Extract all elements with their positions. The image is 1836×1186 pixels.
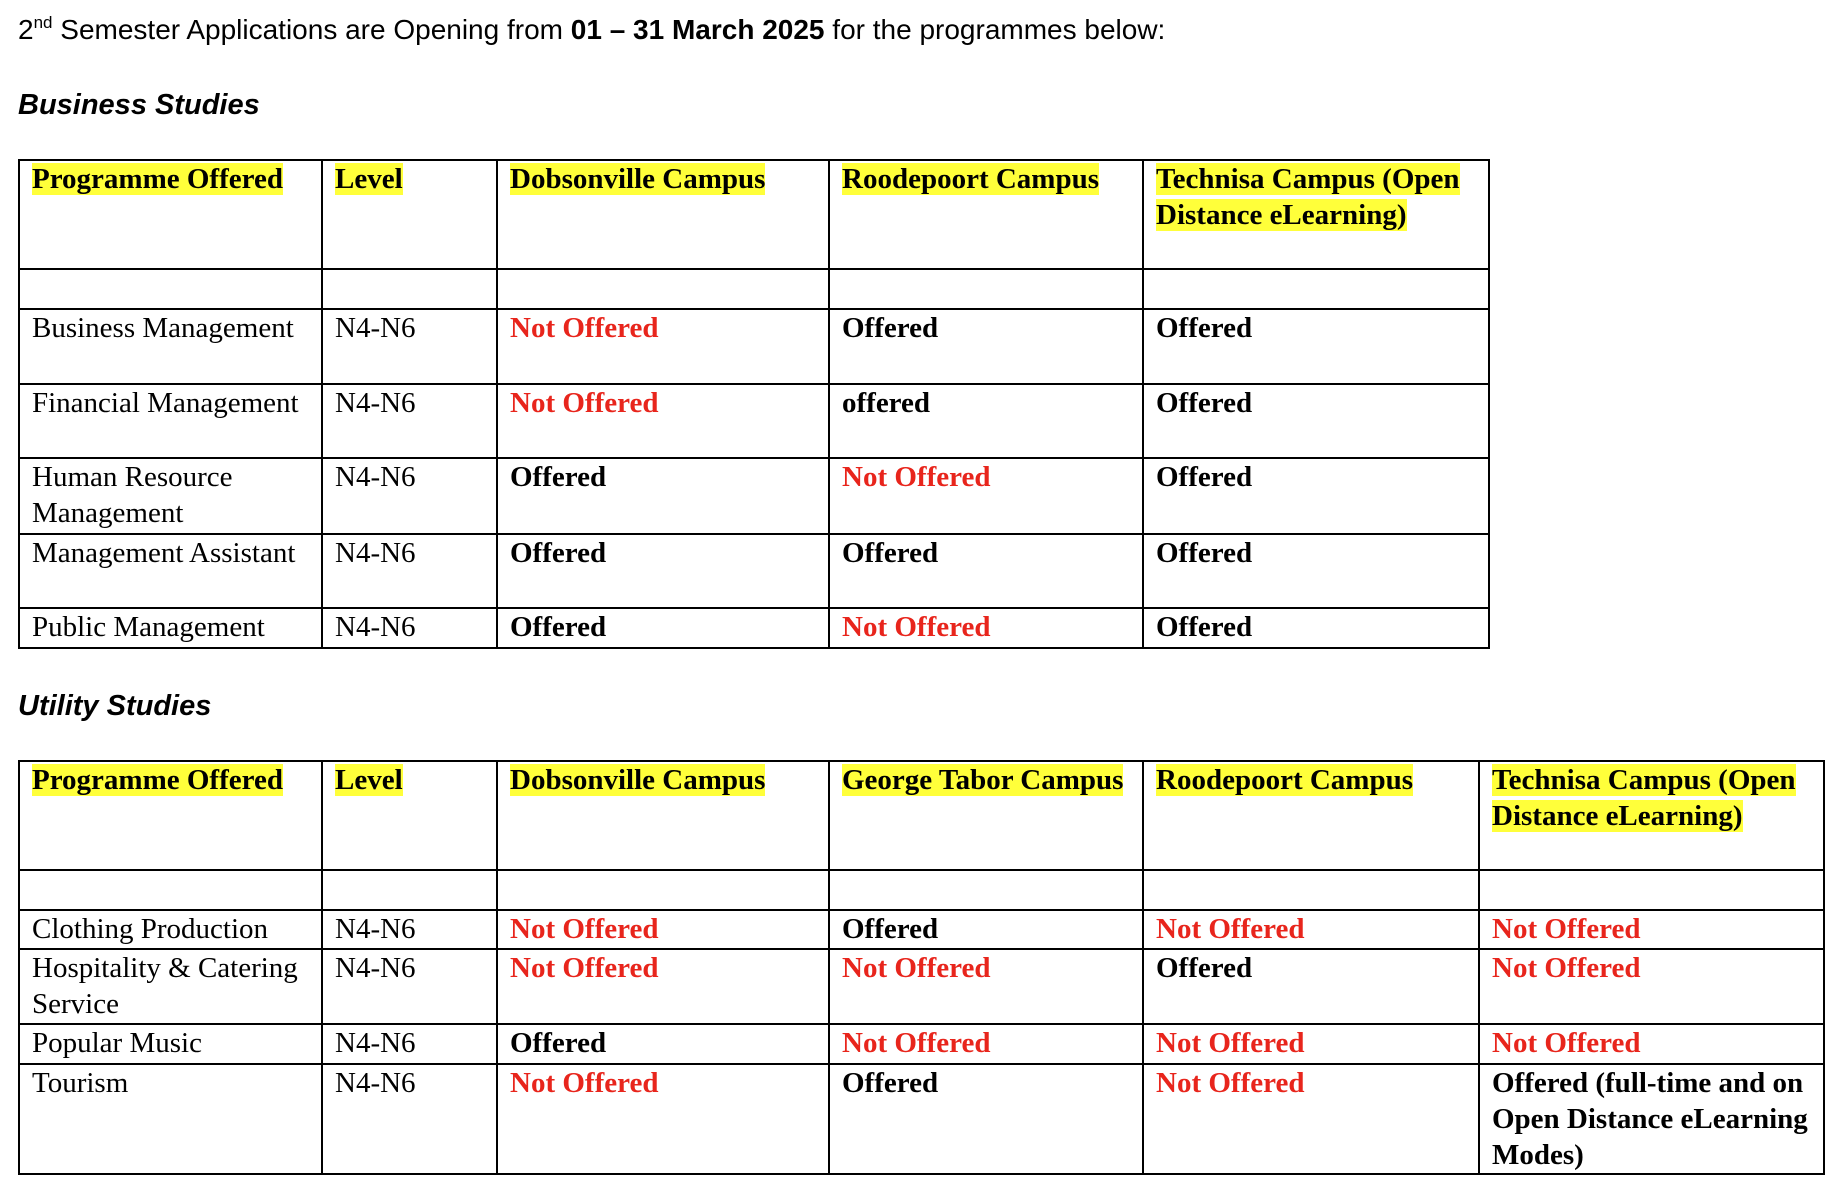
table-row: [19, 910, 1824, 949]
roodepoort-status: offered: [829, 384, 1143, 458]
technisa-status: Offered: [1143, 458, 1489, 534]
header-cell: [497, 160, 829, 269]
table-row: [19, 384, 1489, 458]
roodepoort-status: Not Offered: [1143, 1064, 1479, 1174]
empty-cell: [19, 870, 322, 910]
technisa-status: Offered: [1143, 384, 1489, 458]
header-programme-offered: Programme Offered: [32, 764, 283, 796]
level-cell: N4-N6: [322, 910, 497, 949]
george-tabor-status: Offered: [829, 910, 1143, 949]
programme-cell: Financial Management: [19, 384, 322, 458]
empty-cell: [829, 269, 1143, 309]
empty-cell: [829, 870, 1143, 910]
level-cell: N4-N6: [322, 458, 497, 534]
intro-text-after: for the programmes below:: [824, 14, 1166, 45]
programme-cell: Clothing Production: [19, 910, 322, 949]
programme-cell: Human Resource Management: [19, 458, 322, 534]
empty-cell: [1143, 269, 1489, 309]
programme-cell: Management Assistant: [19, 534, 322, 608]
roodepoort-status: Not Offered: [1143, 1024, 1479, 1064]
technisa-status: Offered: [1143, 534, 1489, 608]
technisa-status: Not Offered: [1479, 1024, 1824, 1064]
dobsonville-status: Not Offered: [497, 309, 829, 384]
utility-studies-table: [18, 760, 1825, 1175]
intro-text-before: Semester Applications are Opening from: [52, 14, 571, 45]
george-tabor-status: Not Offered: [829, 949, 1143, 1024]
header-cell: [1143, 160, 1489, 269]
level-cell: N4-N6: [322, 534, 497, 608]
dobsonville-status: Offered: [497, 608, 829, 648]
technisa-status: Not Offered: [1479, 949, 1824, 1024]
roodepoort-status: Not Offered: [829, 458, 1143, 534]
header-george-tabor-campus: George Tabor Campus: [842, 764, 1124, 796]
utility-studies-heading: Utility Studies: [18, 690, 212, 722]
dobsonville-status: Not Offered: [497, 949, 829, 1024]
programme-cell: Business Management: [19, 309, 322, 384]
table-row: [19, 949, 1824, 1024]
level-cell: N4-N6: [322, 309, 497, 384]
george-tabor-status: Not Offered: [829, 1024, 1143, 1064]
header-cell: [19, 160, 322, 269]
header-technisa-campus: Technisa Campus (Open Distance eLearning): [1492, 764, 1796, 832]
level-cell: N4-N6: [322, 608, 497, 648]
empty-cell: [1479, 870, 1824, 910]
roodepoort-status: Offered: [829, 309, 1143, 384]
dobsonville-status: Offered: [497, 458, 829, 534]
level-cell: N4-N6: [322, 384, 497, 458]
table-row: [19, 1064, 1824, 1174]
roodepoort-status: Offered: [1143, 949, 1479, 1024]
header-technisa-campus: Technisa Campus (Open Distance eLearning): [1156, 163, 1460, 231]
header-cell: [322, 160, 497, 269]
business-studies-heading: Business Studies: [18, 89, 260, 121]
level-cell: N4-N6: [322, 949, 497, 1024]
level-cell: N4-N6: [322, 1064, 497, 1174]
header-cell: [1479, 761, 1824, 870]
header-roodepoort-campus: Roodepoort Campus: [842, 163, 1099, 195]
technisa-status: Offered: [1143, 309, 1489, 384]
empty-cell: [1143, 870, 1479, 910]
header-cell: [497, 761, 829, 870]
dobsonville-status: Not Offered: [497, 384, 829, 458]
empty-row: [19, 269, 1489, 309]
table-row: [19, 534, 1489, 608]
table-row: [19, 608, 1489, 648]
header-level: Level: [335, 764, 403, 796]
header-dobsonville-campus: Dobsonville Campus: [510, 764, 766, 796]
header-cell: [829, 761, 1143, 870]
table-row: [19, 1024, 1824, 1064]
header-cell: [829, 160, 1143, 269]
header-cell: [1143, 761, 1479, 870]
header-dobsonville-campus: Dobsonville Campus: [510, 163, 766, 195]
technisa-status: Offered (full-time and on Open Distance eLearning Modes): [1479, 1064, 1824, 1174]
empty-cell: [497, 269, 829, 309]
semester-ordinal: 2: [18, 14, 34, 45]
header-level: Level: [335, 163, 403, 195]
dobsonville-status: Not Offered: [497, 910, 829, 949]
empty-row: [19, 870, 1824, 910]
george-tabor-status: Offered: [829, 1064, 1143, 1174]
roodepoort-status: Offered: [829, 534, 1143, 608]
dobsonville-status: Offered: [497, 1024, 829, 1064]
header-cell: [19, 761, 322, 870]
utility-table-body: [19, 761, 1824, 1174]
empty-cell: [322, 870, 497, 910]
table-row: [19, 309, 1489, 384]
level-cell: N4-N6: [322, 1024, 497, 1064]
programme-cell: Hospitality & Catering Service: [19, 949, 322, 1024]
table-row: [19, 458, 1489, 534]
dobsonville-status: Offered: [497, 534, 829, 608]
programme-cell: Tourism: [19, 1064, 322, 1174]
empty-cell: [497, 870, 829, 910]
application-date-range: 01 – 31 March 2025: [570, 14, 825, 45]
empty-cell: [19, 269, 322, 309]
table-header-row: [19, 761, 1824, 870]
header-programme-offered: Programme Offered: [32, 163, 283, 195]
business-studies-table: [18, 159, 1490, 649]
table-header-row: [19, 160, 1489, 269]
roodepoort-status: Not Offered: [829, 608, 1143, 648]
semester-ordinal-suffix: nd: [33, 13, 53, 32]
empty-cell: [322, 269, 497, 309]
header-roodepoort-campus: Roodepoort Campus: [1156, 764, 1413, 796]
technisa-status: Not Offered: [1479, 910, 1824, 949]
programme-cell: Public Management: [19, 608, 322, 648]
business-table-body: [19, 160, 1489, 648]
roodepoort-status: Not Offered: [1143, 910, 1479, 949]
dobsonville-status: Not Offered: [497, 1064, 829, 1174]
technisa-status: Offered: [1143, 608, 1489, 648]
header-cell: [322, 761, 497, 870]
programme-cell: Popular Music: [19, 1024, 322, 1064]
intro-line: [18, 12, 1165, 48]
